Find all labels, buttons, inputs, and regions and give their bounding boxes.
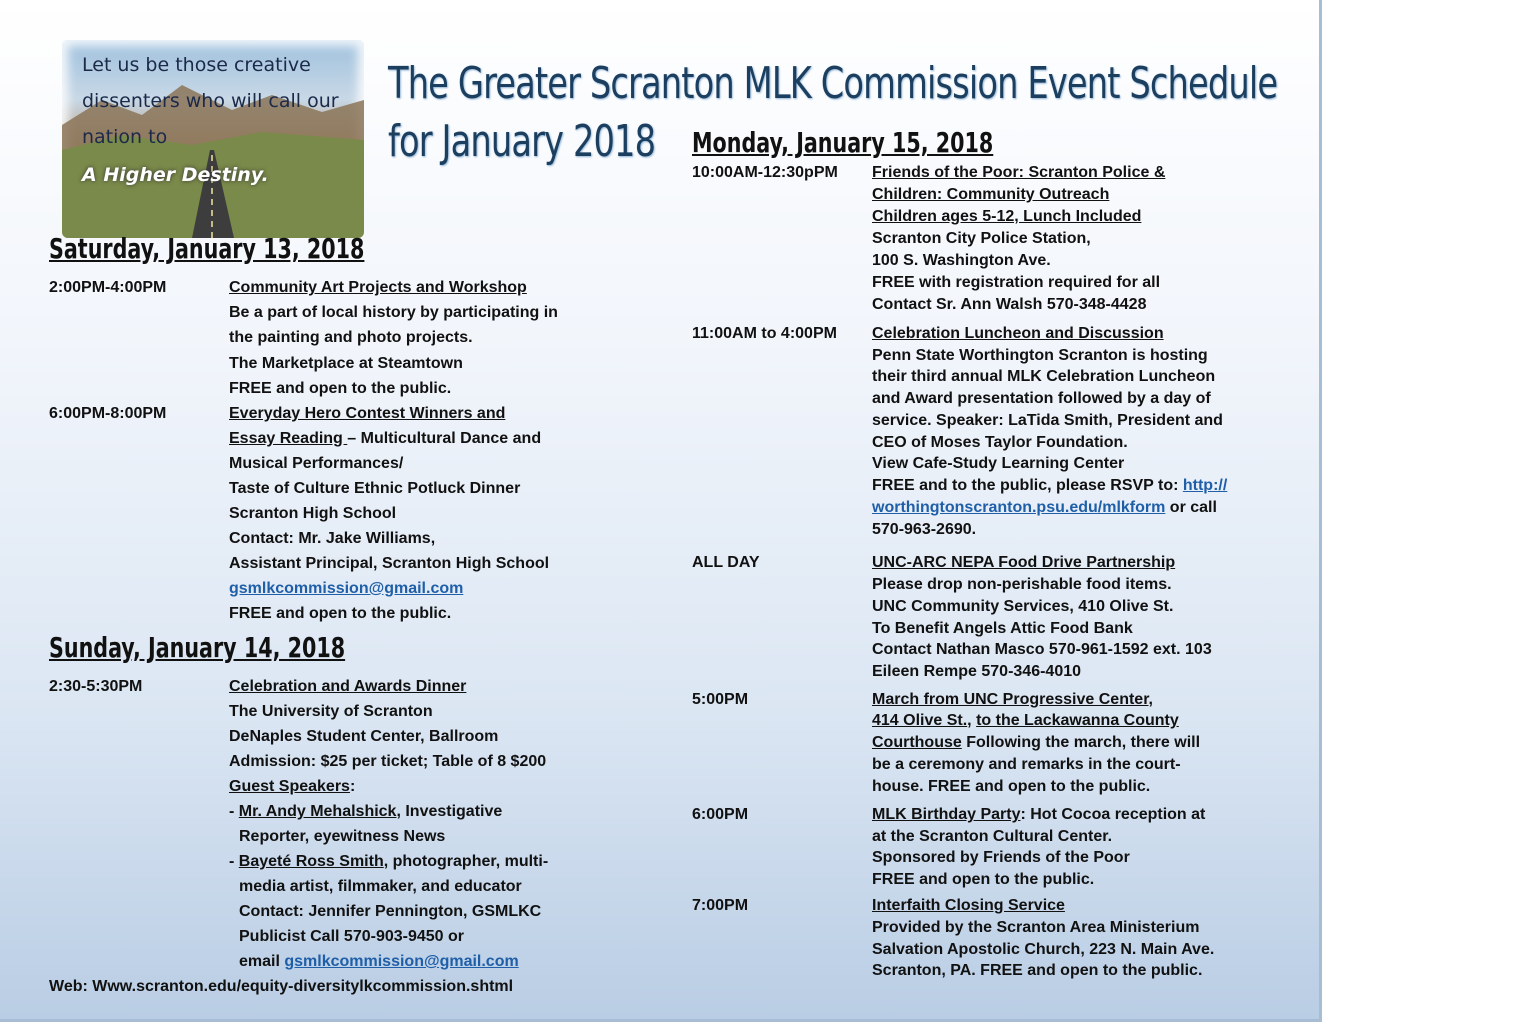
event-detail: Musical Performances/: [229, 455, 404, 472]
event-detail: the painting and photo projects.: [229, 329, 473, 346]
quote-line-1: Let us be those creative: [82, 54, 311, 76]
event-detail: The Marketplace at Steamtown: [229, 355, 463, 372]
bullet: -: [229, 803, 239, 820]
bullet: -: [229, 853, 239, 870]
event-detail: Scranton High School: [229, 505, 397, 522]
event-title: Courthouse: [872, 734, 962, 751]
speaker-role: , photographer, multi-: [383, 853, 549, 870]
event-title: Friends of the Poor: Scranton Police &: [872, 164, 1166, 181]
event-detail: View Cafe-Study Learning Center: [872, 455, 1125, 472]
event-time: ALL DAY: [692, 554, 760, 571]
speaker-1: [229, 803, 502, 821]
website-line: Web: Www.scranton.edu/equity-diversitylkcommission.shtml: [49, 978, 514, 995]
event-detail: Admission: $25 per ticket; Table of 8 $200: [229, 753, 547, 770]
event-time: 5:00PM: [692, 691, 749, 708]
event-detail: Eileen Rempe 570-346-4010: [872, 663, 1082, 680]
event-title: Interfaith Closing Service: [872, 897, 1065, 914]
event-detail: FREE and open to the public.: [229, 605, 452, 622]
event-time: 2:30-5:30PM: [49, 678, 143, 695]
rsvp-text: FREE and to the public, please RSVP to:: [872, 477, 1183, 494]
quote-image: [62, 40, 364, 238]
event-title: to the Lackawanna County: [976, 712, 1179, 729]
event-detail: To Benefit Angels Attic Food Bank: [872, 620, 1133, 637]
guest-speakers-heading: Guest Speakers: [229, 778, 350, 795]
quote-line-2: dissenters who will call our: [82, 90, 339, 112]
event-detail: Scranton, PA. FREE and open to the public.: [872, 962, 1203, 979]
event-detail: FREE with registration required for all: [872, 274, 1161, 291]
event-detail: Following the march, there will: [961, 734, 1201, 751]
event-detail: Penn State Worthington Scranton is hosting: [872, 347, 1208, 364]
event-title: 414 Olive St.: [872, 712, 968, 729]
quote-line-4: A Higher Destiny.: [82, 164, 269, 186]
page-title-line-2: for January 2018: [388, 116, 656, 167]
sunday-heading: Sunday, January 14, 2018: [49, 631, 346, 664]
comma: ,: [967, 712, 977, 729]
event-title-line: [229, 430, 541, 448]
event-detail: Please drop non-perishable food items.: [872, 576, 1172, 593]
event-title-line: [872, 712, 1179, 730]
event-detail: Publicist Call 570-903-9450 or: [239, 928, 464, 945]
speaker-2: [229, 853, 548, 871]
event-title: MLK Birthday Party: [872, 806, 1021, 823]
event-detail: Sponsored by Friends of the Poor: [872, 849, 1130, 866]
event-detail: UNC Community Services, 410 Olive St.: [872, 598, 1174, 615]
event-title: Community Art Projects and Workshop: [229, 279, 527, 296]
colon: :: [349, 778, 356, 795]
event-detail: Contact Sr. Ann Walsh 570-348-4428: [872, 296, 1147, 313]
event-time: 2:00PM-4:00PM: [49, 279, 167, 296]
event-detail: 570-963-2690.: [872, 521, 977, 538]
event-detail: at the Scranton Cultural Center.: [872, 828, 1113, 845]
event-title: Essay Reading: [229, 430, 348, 447]
rsvp-or-call: or call: [1165, 499, 1217, 516]
event-time: 11:00AM to 4:00PM: [692, 325, 837, 342]
email-link[interactable]: gsmlkcommission@gmail.com: [284, 953, 519, 970]
event-title: Children: Community Outreach: [872, 186, 1110, 203]
rsvp-line-2: [872, 499, 1217, 517]
event-detail: FREE and open to the public.: [229, 380, 452, 397]
event-detail: FREE and open to the public.: [872, 871, 1095, 888]
speaker-name: Mr. Andy Mehalshick: [238, 803, 397, 820]
event-detail: : Hot Cocoa reception at: [1020, 806, 1206, 823]
event-detail: Be a part of local history by participating in: [229, 304, 558, 321]
event-detail: Provided by the Scranton Area Ministerium: [872, 919, 1200, 936]
event-title: Celebration and Awards Dinner: [229, 678, 467, 695]
saturday-heading: Saturday, January 13, 2018: [49, 232, 365, 265]
speaker-name: Bayeté Ross Smith: [238, 853, 384, 870]
email-link[interactable]: gsmlkcommission@gmail.com: [229, 580, 464, 597]
event-detail: be a ceremony and remarks in the court-: [872, 756, 1181, 773]
event-title: UNC-ARC NEPA Food Drive Partnership: [872, 554, 1176, 571]
event-detail: their third annual MLK Celebration Luncheon: [872, 368, 1216, 385]
guest-speakers-label: [229, 778, 355, 796]
page-title-line-1: The Greater Scranton MLK Commission Event Schedule: [388, 58, 1278, 109]
event-detail: media artist, filmmaker, and educator: [239, 878, 522, 895]
event-title-line: [872, 734, 1200, 752]
rsvp-link[interactable]: worthingtonscranton.psu.edu/mlkform: [872, 499, 1166, 516]
event-detail: Reporter, eyewitness News: [239, 828, 446, 845]
rsvp-link[interactable]: http://: [1182, 477, 1228, 494]
event-time: 6:00PM-8:00PM: [49, 405, 167, 422]
event-detail: house. FREE and open to the public.: [872, 778, 1151, 795]
event-detail: DeNaples Student Center, Ballroom: [229, 728, 499, 745]
email-prefix: email: [239, 953, 285, 970]
event-detail: and Award presentation followed by a day of: [872, 390, 1211, 407]
monday-heading: Monday, January 15, 2018: [692, 126, 994, 159]
event-detail: Contact Nathan Masco 570-961-1592 ext. 103: [872, 641, 1212, 658]
quote-line-3: nation to: [82, 126, 168, 148]
event-title: Everyday Hero Contest Winners and: [229, 405, 506, 422]
event-detail: Assistant Principal, Scranton High School: [229, 555, 550, 572]
speaker-role: , Investigative: [396, 803, 503, 820]
email-line: [239, 953, 519, 971]
event-detail: Contact: Mr. Jake Williams,: [229, 530, 436, 547]
event-title: Children ages 5-12, Lunch Included: [872, 208, 1142, 225]
event-detail: – Multicultural Dance and: [347, 430, 542, 447]
event-title-line: [872, 806, 1205, 824]
event-time: 10:00AM-12:30pPM: [692, 164, 838, 181]
event-title: March from UNC Progressive Center,: [872, 691, 1153, 708]
event-detail: service. Speaker: LaTida Smith, President and: [872, 412, 1223, 429]
rsvp-line: [872, 477, 1227, 495]
event-detail: CEO of Moses Taylor Foundation.: [872, 434, 1128, 451]
event-detail: Salvation Apostolic Church, 223 N. Main Ave.: [872, 941, 1215, 958]
event-time: 6:00PM: [692, 806, 749, 823]
event-detail: 100 S. Washington Ave.: [872, 252, 1051, 269]
event-title: Celebration Luncheon and Discussion: [872, 325, 1164, 342]
event-detail: The University of Scranton: [229, 703, 433, 720]
event-detail: Contact: Jennifer Pennington, GSMLKC: [239, 903, 542, 920]
event-detail: Scranton City Police Station,: [872, 230, 1091, 247]
event-time: 7:00PM: [692, 897, 749, 914]
event-detail: Taste of Culture Ethnic Potluck Dinner: [229, 480, 521, 497]
